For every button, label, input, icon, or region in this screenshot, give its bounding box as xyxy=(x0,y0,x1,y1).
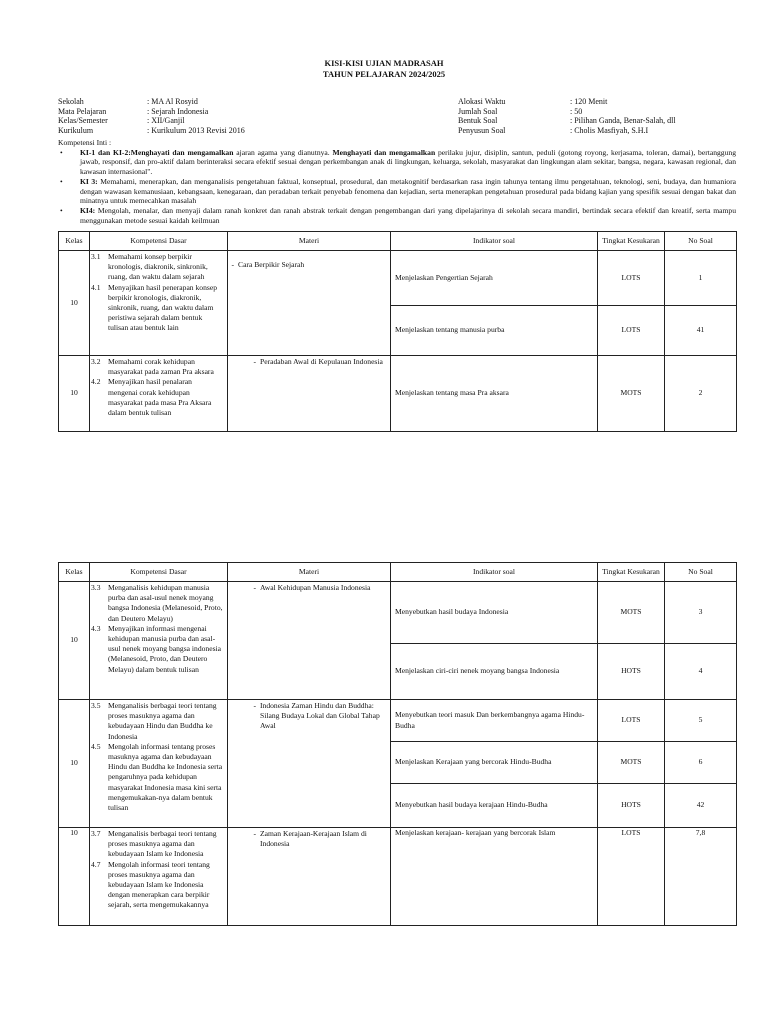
kompetensi-dasar-cell xyxy=(90,828,228,926)
bullet-icon: • xyxy=(60,205,63,215)
indikator-cell xyxy=(391,742,598,784)
header-tingkat-kesukaran: Tingkat Kesukaran xyxy=(598,232,665,251)
indikator-cell xyxy=(391,356,598,432)
materi-dash: - xyxy=(253,829,256,838)
ki-bold: KI 3: xyxy=(80,176,98,186)
materi-text: Zaman Kerajaan-Kerajaan Islam di Indonesia xyxy=(260,829,367,849)
kelas-cell: 10 xyxy=(59,700,90,828)
materi-cell xyxy=(228,356,391,432)
indikator-cell xyxy=(391,251,598,306)
kd-text: Mengolah informasi teori tentang proses masuknya agama dan kebudayaan Islam ke Indonesia dengan menerapkan cara berpikir sejarah, serta mengemukakannya xyxy=(108,859,210,910)
kd-item xyxy=(90,701,227,742)
indikator-text: Menjelaskan ciri-ciri nenek moyang bangsa Indonesia xyxy=(395,666,560,676)
materi-cell xyxy=(228,582,391,700)
info-row xyxy=(458,126,676,136)
table-row xyxy=(59,251,737,306)
kd-number: 4.1 xyxy=(91,282,101,292)
tingkat-cell: MOTS xyxy=(598,582,665,644)
materi-dash: - xyxy=(253,701,256,710)
no-soal-cell: 41 xyxy=(665,306,737,356)
tingkat-cell: LOTS xyxy=(598,306,665,356)
kd-text: Menyajikan hasil penalaran mengenai corak kehidupan masyarakat pada masa Pra Aksara dalam bentuk tulisan xyxy=(108,377,212,418)
table-row xyxy=(59,700,737,742)
header-indikator: Indikator soal xyxy=(391,232,598,251)
kelas-cell: 10 xyxy=(59,251,90,356)
table-row xyxy=(59,582,737,644)
info-row xyxy=(58,126,245,136)
info-value: : Kurikulum 2013 Revisi 2016 xyxy=(147,125,245,135)
indikator-cell xyxy=(391,700,598,742)
info-value: : 50 xyxy=(570,106,583,116)
kd-number: 3.3 xyxy=(91,583,101,592)
kd-item xyxy=(90,283,227,334)
kd-number: 3.5 xyxy=(91,701,101,710)
kd-item xyxy=(90,829,227,860)
header-tingkat-kesukaran: Tingkat Kesukaran xyxy=(598,563,665,582)
kd-number: 4.2 xyxy=(91,377,101,387)
kd-item xyxy=(90,377,227,418)
kd-item xyxy=(90,252,227,283)
info-right-block xyxy=(458,97,676,135)
header-indikator: Indikator soal xyxy=(391,563,598,582)
info-row xyxy=(58,97,245,107)
header-kompetensi-dasar: Kompetensi Dasar xyxy=(90,232,228,251)
kd-text: Menyajikan hasil penerapan konsep berpikir kronologis, diakronik, sinkronik, ruang, dan waktu dalam peristiwa sejarah dalam bentuk tulisan atau bentuk lain xyxy=(108,282,218,333)
kompetensi-dasar-cell xyxy=(90,356,228,432)
indikator-cell xyxy=(391,306,598,356)
indikator-cell xyxy=(391,582,598,644)
ki-list xyxy=(58,148,736,226)
kd-text: Menganalisis berbagai teori tentang proses masuknya agama dan kebudayaan Hindu dan Buddha ke Indonesia xyxy=(108,701,217,741)
no-soal-cell: 4 xyxy=(665,644,737,700)
indikator-text: Menjelaskan kerajaan- kerajaan yang bercorak Islam xyxy=(395,828,556,837)
kd-text: Menganalisis berbagai teori tentang proses masuknya agama dan kebudayaan Islam ke Indonesia xyxy=(108,829,217,859)
info-value: : XII/Ganjil xyxy=(147,116,185,126)
kd-text: Mengolah informasi tentang proses masuknya agama dan kebudayaan Hindu dan Buddha ke Indonesia serta pengaruhnya pada kehidupan masyarakat Indonesia masa kini serta mengemukakan-nya dalam bentuk tulisan xyxy=(108,741,223,813)
kd-number: 4.3 xyxy=(91,623,101,633)
kd-item xyxy=(90,357,227,377)
info-row xyxy=(458,97,676,107)
kd-number: 4.7 xyxy=(91,859,101,869)
tingkat-cell: LOTS xyxy=(598,251,665,306)
info-value: : Pilihan Ganda, Benar-Salah, dll xyxy=(570,116,676,126)
ki-item xyxy=(58,206,736,225)
materi-cell xyxy=(228,251,391,356)
kd-text: Memahami corak kehidupan masyarakat pada zaman Pra aksara xyxy=(108,357,214,377)
no-soal-cell: 5 xyxy=(665,700,737,742)
tingkat-cell: MOTS xyxy=(598,742,665,784)
ki-text: Mengolah, menalar, dan menyaji dalam ranah konkret dan ranah abstrak terkait dengan pengembangan dari yang dipelajarinya di sekolah secara mandiri, bertindak secara efektif dan kreatif, serta mampu menggunakan metode sesuai kaidah keilmuan xyxy=(80,205,736,225)
kd-item xyxy=(90,860,227,911)
indikator-text: Menyebutkan teori masuk Dan berkembangnya agama Hindu-Budha xyxy=(395,710,585,730)
tingkat-cell: LOTS xyxy=(598,700,665,742)
kd-item xyxy=(90,583,227,624)
materi-text: Cara Berpikir Sejarah xyxy=(238,260,305,269)
bullet-icon: • xyxy=(60,147,63,157)
materi-text: Indonesia Zaman Hindu dan Buddha: Silang Budaya Lokal dan Global Tahap Awal xyxy=(260,701,380,731)
table-header-row xyxy=(59,563,737,582)
kd-number: 3.1 xyxy=(91,252,101,261)
indikator-text: Menjelaskan Pengertian Sejarah xyxy=(395,272,493,282)
no-soal-cell: 42 xyxy=(665,784,737,828)
kd-item xyxy=(90,742,227,813)
info-row xyxy=(58,107,245,117)
info-key: Sekolah xyxy=(58,97,84,106)
info-value: : Cholis Masfiyah, S.H.I xyxy=(570,125,649,135)
info-key: Kurikulum xyxy=(58,125,94,135)
kisi-table-1 xyxy=(58,231,737,432)
table-row xyxy=(59,828,737,926)
info-row xyxy=(458,116,676,126)
info-key: Bentuk Soal xyxy=(458,116,498,126)
kompetensi-dasar-cell xyxy=(90,700,228,828)
kisi-table-2 xyxy=(58,562,737,926)
tingkat-cell: HOTS xyxy=(598,644,665,700)
info-key: Penyusun Soal xyxy=(458,125,506,135)
kd-text: Menyajikan informasi mengenai kehidupan manusia purba dan asal-usul nenek moyang bangsa indonesia (Melanesoid, Proto, dan Deutero Melayu) dalam bentuk tulisan xyxy=(108,623,222,674)
info-left-block xyxy=(58,97,245,135)
info-value: : MA Al Rosyid xyxy=(147,97,198,106)
indikator-text: Menjelaskan tentang manusia purba xyxy=(395,325,505,335)
ki-text: Memahami, menerapkan, dan menganalisis pengetahuan faktual, konseptual, prosedural, dan metakognitif berdasarkan rasa ingin tahunya tentang ilmu pengetahuan, teknologi, seni, budaya, dan humaniora dengan wawasan kemanusiaan, kebangsaan, kenegaraan, dan peradaban terkait penyebab fenomena dan kejadian, serta menerapkan pengetahuan prosedural pada bidang kajian yang spesifik sesuai dengan bakat dan minatnya untuk memecahkan masalah xyxy=(80,176,736,206)
materi-text: Peradaban Awal di Kepulauan Indonesia xyxy=(260,357,383,366)
kelas-cell: 10 xyxy=(59,582,90,700)
info-key: Alokasi Waktu xyxy=(458,97,506,106)
kompetensi-inti-section xyxy=(58,138,736,225)
header-no-soal: No Soal xyxy=(665,563,737,582)
indikator-cell xyxy=(391,644,598,700)
materi-dash: - xyxy=(253,583,256,592)
no-soal-cell: 3 xyxy=(665,582,737,644)
ki-text: ajaran agama yang dianutnya. xyxy=(233,147,333,157)
info-row xyxy=(58,116,245,126)
materi-cell xyxy=(228,700,391,828)
kd-text: Menganalisis kehidupan manusia purba dan asal-usul nenek moyang bangsa Indonesia (Melanesoid, Proto, dan Deutero Melayu) xyxy=(108,583,223,623)
bullet-icon: • xyxy=(60,176,63,186)
materi-dash: - xyxy=(231,260,234,269)
tingkat-cell: LOTS xyxy=(598,828,665,926)
ki-text: perilaku jujur, disiplin, santun, peduli (gotong royong, kerjasama, toleran, damai), bertanggung jawab, responsif, dan pro-aktif dalam berinteraksi secara efektif sesuai dengan perkembangan anak di lingkungan, keluarga, sekolah, masyarakat dan lingkungan alam sekitar, bangsa, negara, kawasan regional, dan kawasan internasional". xyxy=(80,147,736,177)
kelas-cell: 10 xyxy=(59,828,90,926)
header-kelas: Kelas xyxy=(59,232,90,251)
info-key: Kelas/Semester xyxy=(58,116,108,126)
document-year: TAHUN PELAJARAN 2024/2025 xyxy=(322,69,446,79)
ki-bold: KI-1 dan KI-2:Menghayati dan mengamalkan xyxy=(80,147,234,157)
kd-item xyxy=(90,624,227,675)
indikator-cell xyxy=(391,828,598,926)
no-soal-cell: 6 xyxy=(665,742,737,784)
header-kelas: Kelas xyxy=(59,563,90,582)
ki-item xyxy=(58,177,736,206)
indikator-text: Menyebutkan hasil budaya Indonesia xyxy=(395,607,509,617)
document-title-block xyxy=(0,58,768,80)
header-materi: Materi xyxy=(228,563,391,582)
document-title: KISI-KISI UJIAN MADRASAH xyxy=(324,58,444,68)
ki-bold: KI4: xyxy=(80,205,96,215)
indikator-text: Menjelaskan Kerajaan yang bercorak Hindu-Budha xyxy=(395,757,552,767)
materi-dash: - xyxy=(253,357,256,366)
ki-bold: Menghayati dan mengamalkan xyxy=(332,147,436,157)
indikator-text: Menjelaskan tentang masa Pra aksara xyxy=(395,388,509,398)
no-soal-cell: 1 xyxy=(665,251,737,306)
info-value: : 120 Menit xyxy=(570,97,608,106)
table-header-row xyxy=(59,232,737,251)
ki-item xyxy=(58,148,736,177)
kd-number: 3.7 xyxy=(91,829,101,838)
indikator-cell xyxy=(391,784,598,828)
header-no-soal: No Soal xyxy=(665,232,737,251)
materi-text: Awal Kehidupan Manusia Indonesia xyxy=(260,583,371,592)
info-row xyxy=(458,107,676,117)
info-key: Jumlah Soal xyxy=(458,106,498,116)
info-value: : Sejarah Indonesia xyxy=(147,106,209,116)
tingkat-cell: MOTS xyxy=(598,356,665,432)
kompetensi-dasar-cell xyxy=(90,582,228,700)
indikator-text: Menyebutkan hasil budaya kerajaan Hindu-Budha xyxy=(395,800,548,810)
tingkat-cell: HOTS xyxy=(598,784,665,828)
kd-number: 3.2 xyxy=(91,357,101,366)
kelas-cell: 10 xyxy=(59,356,90,432)
ki-heading: Kompetensi Inti : xyxy=(58,138,112,147)
header-materi: Materi xyxy=(228,232,391,251)
header-kompetensi-dasar: Kompetensi Dasar xyxy=(90,563,228,582)
no-soal-cell: 2 xyxy=(665,356,737,432)
kd-text: Memahami konsep berpikir kronologis, diakronik, sinkronik, ruang, dan waktu dalam sejarah xyxy=(108,252,208,282)
materi-cell xyxy=(228,828,391,926)
table-row xyxy=(59,356,737,432)
kd-number: 4.5 xyxy=(91,741,101,751)
no-soal-cell: 7,8 xyxy=(665,828,737,926)
info-key: Mata Pelajaran xyxy=(58,106,107,116)
kompetensi-dasar-cell xyxy=(90,251,228,356)
